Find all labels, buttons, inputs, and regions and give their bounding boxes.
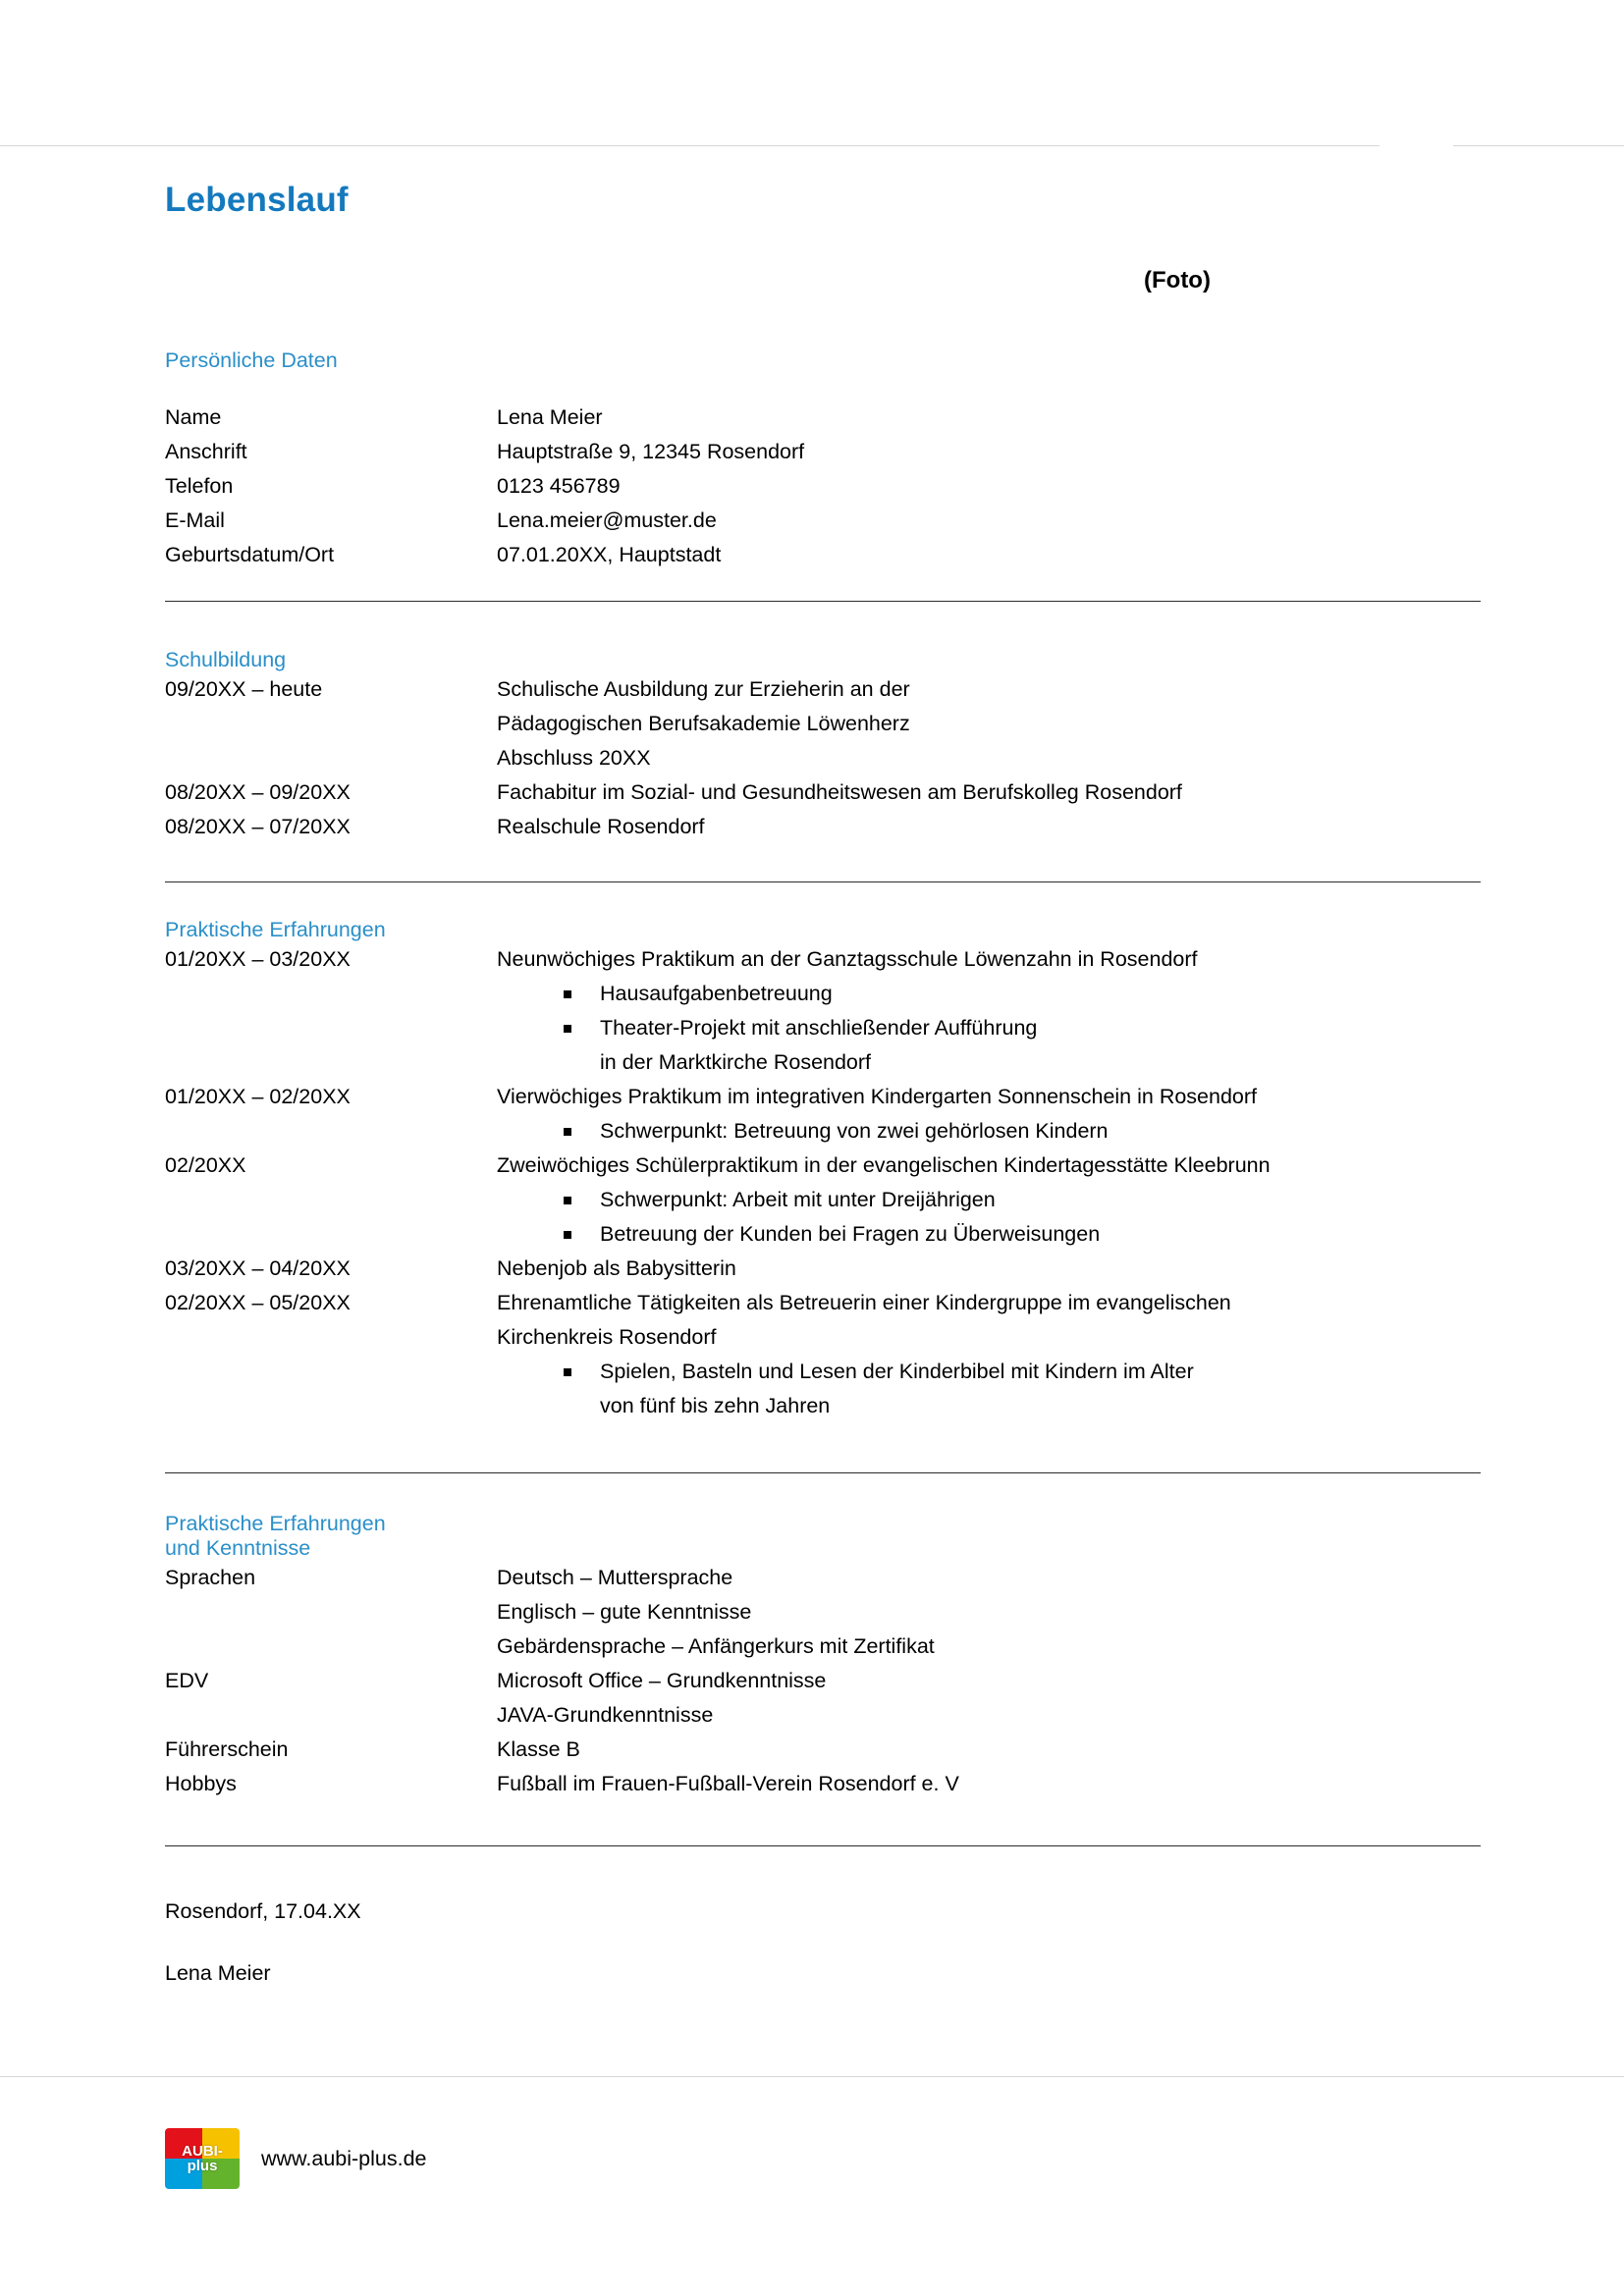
section-praktische-erfahrungen	[165, 918, 1481, 1423]
section-signature	[165, 1895, 1481, 1991]
logo-text-line1: AUBI-	[182, 2143, 223, 2160]
school-period-1: 09/20XX – heute	[165, 677, 323, 701]
list-item-label: Theater-Projekt mit anschließender Aufführung	[600, 1016, 1038, 1040]
experience-period-3: 02/20XX	[165, 1153, 246, 1177]
experience-bullets-3	[497, 1183, 1481, 1252]
section-heading-school: Schulbildung	[165, 648, 287, 671]
table-row	[165, 1561, 1481, 1664]
section-heading-skills-line1: Praktische Erfahrungen	[165, 1512, 386, 1535]
list-item	[497, 1114, 1481, 1148]
experience-detail-2	[497, 1080, 1481, 1148]
table-row	[165, 942, 1481, 1080]
skills-value-edv-2: JAVA-Grundkenntnisse	[497, 1703, 714, 1727]
table-row	[165, 504, 1481, 538]
divider-after-personal	[165, 601, 1481, 602]
school-detail-1-line-1: Schulische Ausbildung zur Erzieherin an der	[497, 677, 910, 701]
list-item-label: Spielen, Basteln und Lesen der Kinderbibel mit Kindern im Alter	[600, 1360, 1194, 1383]
skills-label-license: Führerschein	[165, 1737, 289, 1761]
experience-bullets-2	[497, 1114, 1481, 1148]
personal-value-name: Lena Meier	[497, 405, 603, 429]
personal-label-birth: Geburtsdatum/Ort	[165, 543, 335, 566]
experience-continuation-1: in der Marktkirche Rosendorf	[600, 1050, 872, 1074]
list-item	[497, 1011, 1481, 1045]
signature-name: Lena Meier	[165, 1961, 271, 1985]
bullet-square-icon	[564, 1128, 571, 1136]
experience-period-5: 02/20XX – 05/20XX	[165, 1291, 351, 1314]
skills-label-languages: Sprachen	[165, 1566, 256, 1589]
school-detail-3: Realschule Rosendorf	[497, 815, 705, 838]
bullet-square-icon	[564, 1231, 571, 1239]
photo-placeholder-label: (Foto)	[1144, 267, 1211, 294]
list-item-label: Betreuung der Kunden bei Fragen zu Überweisungen	[600, 1222, 1101, 1246]
header-divider-right	[1453, 145, 1624, 146]
experience-detail-3-line: Zweiwöchiges Schülerpraktikum in der evangelischen Kindertagesstätte Kleebrunn	[497, 1153, 1271, 1177]
section-kenntnisse	[165, 1512, 1481, 1801]
personal-value-phone: 0123 456789	[497, 474, 621, 498]
logo-text-line2: plus	[187, 2158, 218, 2174]
footer	[165, 2128, 427, 2189]
table-row	[165, 1733, 1481, 1767]
experience-detail-1	[497, 942, 1481, 1080]
logo-text	[165, 2128, 240, 2189]
experience-period-4: 03/20XX – 04/20XX	[165, 1256, 351, 1280]
divider-after-experience	[165, 1472, 1481, 1473]
footer-divider	[0, 2076, 1624, 2077]
footer-url[interactable]: www.aubi-plus.de	[261, 2146, 427, 2170]
school-detail-2: Fachabitur im Sozial- und Gesundheitswesen am Berufskolleg Rosendorf	[497, 780, 1182, 804]
skills-value-languages-2: Englisch – gute Kenntnisse	[497, 1600, 752, 1624]
table-row	[165, 1664, 1481, 1733]
experience-detail-3	[497, 1148, 1481, 1252]
experience-detail-2-line: Vierwöchiges Praktikum im integrativen Kindergarten Sonnenschein in Rosendorf	[497, 1085, 1258, 1108]
table-row	[165, 1080, 1481, 1148]
table-row	[165, 538, 1481, 572]
skills-value-edv-1: Microsoft Office – Grundkenntnisse	[497, 1669, 827, 1692]
section-schulbildung	[165, 648, 1481, 844]
personal-label-email: E-Mail	[165, 508, 225, 532]
table-row	[165, 469, 1481, 504]
list-item-label: Hausaufgabenbetreuung	[600, 982, 833, 1005]
divider-after-skills	[165, 1845, 1481, 1846]
table-row	[165, 400, 1481, 435]
table-row	[165, 775, 1481, 810]
table-row	[165, 672, 1481, 775]
bullet-square-icon	[564, 1368, 571, 1376]
skills-label-hobbies: Hobbys	[165, 1772, 237, 1795]
section-heading-personal: Persönliche Daten	[165, 348, 338, 372]
skills-value-license: Klasse B	[497, 1737, 580, 1761]
school-period-3: 08/20XX – 07/20XX	[165, 815, 351, 838]
personal-label-name: Name	[165, 405, 222, 429]
divider-after-school	[165, 881, 1481, 882]
skills-value-edv	[497, 1664, 1481, 1733]
school-detail-1	[497, 672, 1481, 775]
experience-period-2: 01/20XX – 02/20XX	[165, 1085, 351, 1108]
table-row	[165, 1252, 1481, 1286]
table-row	[165, 810, 1481, 844]
school-detail-1-line-3: Abschluss 20XX	[497, 746, 651, 770]
experience-detail-4: Nebenjob als Babysitterin	[497, 1256, 736, 1280]
signature-place-date-row	[165, 1895, 1481, 1929]
skills-value-languages	[497, 1561, 1481, 1664]
table-row	[165, 1148, 1481, 1252]
section-heading-skills-line2: und Kenntnisse	[165, 1536, 311, 1560]
personal-value-address: Hauptstraße 9, 12345 Rosendorf	[497, 440, 805, 463]
personal-label-address: Anschrift	[165, 440, 247, 463]
experience-detail-1-line: Neunwöchiges Praktikum an der Ganztagsschule Löwenzahn in Rosendorf	[497, 947, 1198, 971]
bullet-square-icon	[564, 1197, 571, 1204]
skills-label-edv: EDV	[165, 1669, 209, 1692]
aubi-plus-logo-icon	[165, 2128, 240, 2189]
experience-detail-5-line-1: Ehrenamtliche Tätigkeiten als Betreuerin einer Kindergruppe im evangelischen	[497, 1291, 1231, 1314]
personal-value-email: Lena.meier@muster.de	[497, 508, 717, 532]
list-item	[497, 1183, 1481, 1217]
list-item	[497, 1355, 1481, 1389]
experience-bullets-1	[497, 977, 1481, 1045]
skills-value-hobbies: Fußball im Frauen-Fußball-Verein Rosendorf e. V	[497, 1772, 959, 1795]
table-row	[165, 1286, 1481, 1423]
list-item	[497, 1217, 1481, 1252]
experience-continuation-5: von fünf bis zehn Jahren	[600, 1394, 831, 1417]
personal-value-birth: 07.01.20XX, Hauptstadt	[497, 543, 722, 566]
section-heading-experience: Praktische Erfahrungen	[165, 918, 386, 941]
school-period-2: 08/20XX – 09/20XX	[165, 780, 351, 804]
experience-period-1: 01/20XX – 03/20XX	[165, 947, 351, 971]
list-item-label: Schwerpunkt: Arbeit mit unter Dreijährigen	[600, 1188, 996, 1211]
personal-label-phone: Telefon	[165, 474, 234, 498]
experience-detail-5	[497, 1286, 1481, 1423]
list-item-label: Schwerpunkt: Betreuung von zwei gehörlosen Kindern	[600, 1119, 1109, 1143]
signature-place-date: Rosendorf, 17.04.XX	[165, 1899, 361, 1923]
page-title: Lebenslauf	[165, 181, 349, 219]
header-divider-left	[0, 145, 1380, 146]
table-row	[165, 1767, 1481, 1801]
section-personal-data	[165, 348, 1481, 572]
bullet-square-icon	[564, 990, 571, 998]
signature-name-row	[165, 1956, 1481, 1991]
experience-bullets-5	[497, 1355, 1481, 1389]
experience-detail-5-line-2: Kirchenkreis Rosendorf	[497, 1325, 717, 1349]
skills-value-languages-1: Deutsch – Muttersprache	[497, 1566, 733, 1589]
list-item	[497, 977, 1481, 1011]
bullet-square-icon	[564, 1025, 571, 1033]
school-detail-1-line-2: Pädagogischen Berufsakademie Löwenherz	[497, 712, 910, 735]
table-row	[165, 435, 1481, 469]
skills-value-languages-3: Gebärdensprache – Anfängerkurs mit Zertifikat	[497, 1634, 935, 1658]
